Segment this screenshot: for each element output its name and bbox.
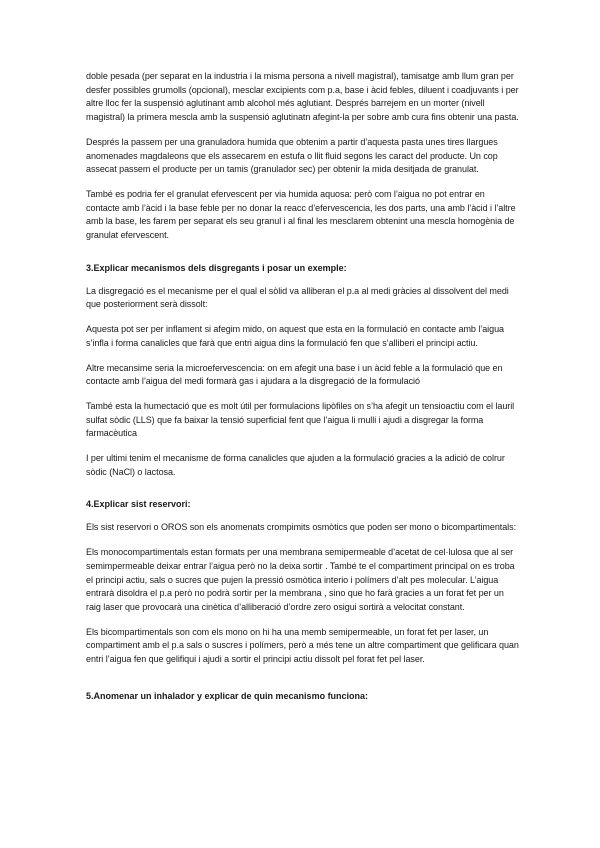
paragraph-swelling-mechanism: Aquesta pot ser per inflament si afegim mido, on aquest que esta en la formulació en contacte amb l’aigua s’infla i forma canalicles que farà que entri aigua dins la formulació fen que s’alliberi el principi actiu. bbox=[86, 324, 504, 348]
paragraph-wetting: També esta la humectació que es molt útil per formulacions lipòfiles on s’ha afegit un tensioactiu com el lauril sulfat sòdic (LLS) que fa baixar la tensió superficial fent que l’aigua li mulli i ajudi a disgregar la forma farmacèutica bbox=[86, 400, 515, 439]
paragraph-monocompartmental: Els monocompartimentals estan formats per una membrana semipermeable d’acetat de cel·lulosa que al ser semimpermeable deixar entrar l’aigua però no la deixa sortir . També te el compartiment principal on es troba el principi actiu, sals o sucres que pujen la pressió osmòtica interio i polímers d’alt pes molecular. L’aigua entrarà disoldra el p.a però no podrà sortir per la membrana , sino que ho farà gracies a un forat fet per un raig laser que provocarà una cinètica d’alliberació d’ordre zero osigui sortirà a velocitat constant. bbox=[86, 547, 515, 612]
paragraph-oros-intro: Els sist reservori o OROS son els anomenats crompimits osmòtics que poden ser mono o bicompartimentals: bbox=[86, 522, 517, 533]
paragraph-effervescent-granulate: També es podria fer el granulat efervescent per via humida aquosa: però com l’aigua no pot entrar en contacte amb l’àcid i la base feble per no donar la reacc d’efervescencia, les dos parts, una amb l’àcid i l’altre amb la base, les farem per separat els seu granul i al final les mesclarem obtenint una mescla homogènia de granulat efervescent. bbox=[86, 188, 516, 241]
paragraph-granulation-process: doble pesada (per separat en la industria i la misma persona a nivell magistral), tamisatge amb llum gran per desfer possibles grumolls (opcional), mesclar excipients com p.a, base i àcid febles, diluent i coadjuvants i per altre lloc fer la suspensió aglutinant amb alcohol més aglutiant. Després barrejem en un morter (nivell magistral) la primera mescla amb la suspensió aglutinatn afegint-la per sobre amb cura fins obtenir una pasta. bbox=[86, 71, 519, 123]
paragraph-wet-granulator: Després la passem per una granuladora humida que obtenim a partir d’aquesta pasta unes tires llargues anomenades magdaleons que els assecarem en estufa o llit fluid segons les caract del producte. Un cop assecat passem el producte per un tamis (granulador sec) per obtenir la mida desitjada de granulat. bbox=[86, 136, 498, 175]
paragraph-disintegration-definition: La disgregació es el mecanisme per el qual el sòlid va alliberan el p.a al medi gràcies al dissolvent del medi que posteriorment serà dissolt: bbox=[86, 285, 509, 310]
section-heading-disintegrants: 3.Explicar mecanismos dels disgregants i posar un exemple: bbox=[86, 262, 347, 273]
paragraph-channeling: I per ultimi tenim el mecanisme de forma canalicles que ajuden a la formulació gracies a la adició de colrur sòdic (NaCl) o lactosa. bbox=[86, 453, 505, 477]
section-heading-reservoir: 4.Explicar sist reservori: bbox=[86, 499, 191, 510]
page-content bbox=[86, 70, 520, 713]
section-spacer bbox=[86, 678, 520, 690]
paragraph-bicompartmental: Els bicompartimentals son com els mono on hi ha una memb semipermeable, un forat fet per laser, un compartiment amb el p.a sals o suscres i polímers, però a més tene un altre compartiment que gelificara quan entri l’aigua fen que gelifiqui i ajudi a sortir el principi actiu dissolt pel forat fet pel laser. bbox=[86, 626, 519, 665]
paragraph-microeffervescence: Altre mecansime seria la microefervescencia: on em afegit una base i un àcid feble a la formulació que en contacte amb l’aigua del medi formarà gas i ajudara a la disgregació de la formulació bbox=[86, 362, 503, 387]
section-spacer bbox=[86, 490, 520, 498]
section-spacer bbox=[86, 254, 520, 262]
section-heading-inhaler: 5.Anomenar un inhalador y explicar de quin mecanismo funciona: bbox=[86, 690, 369, 701]
